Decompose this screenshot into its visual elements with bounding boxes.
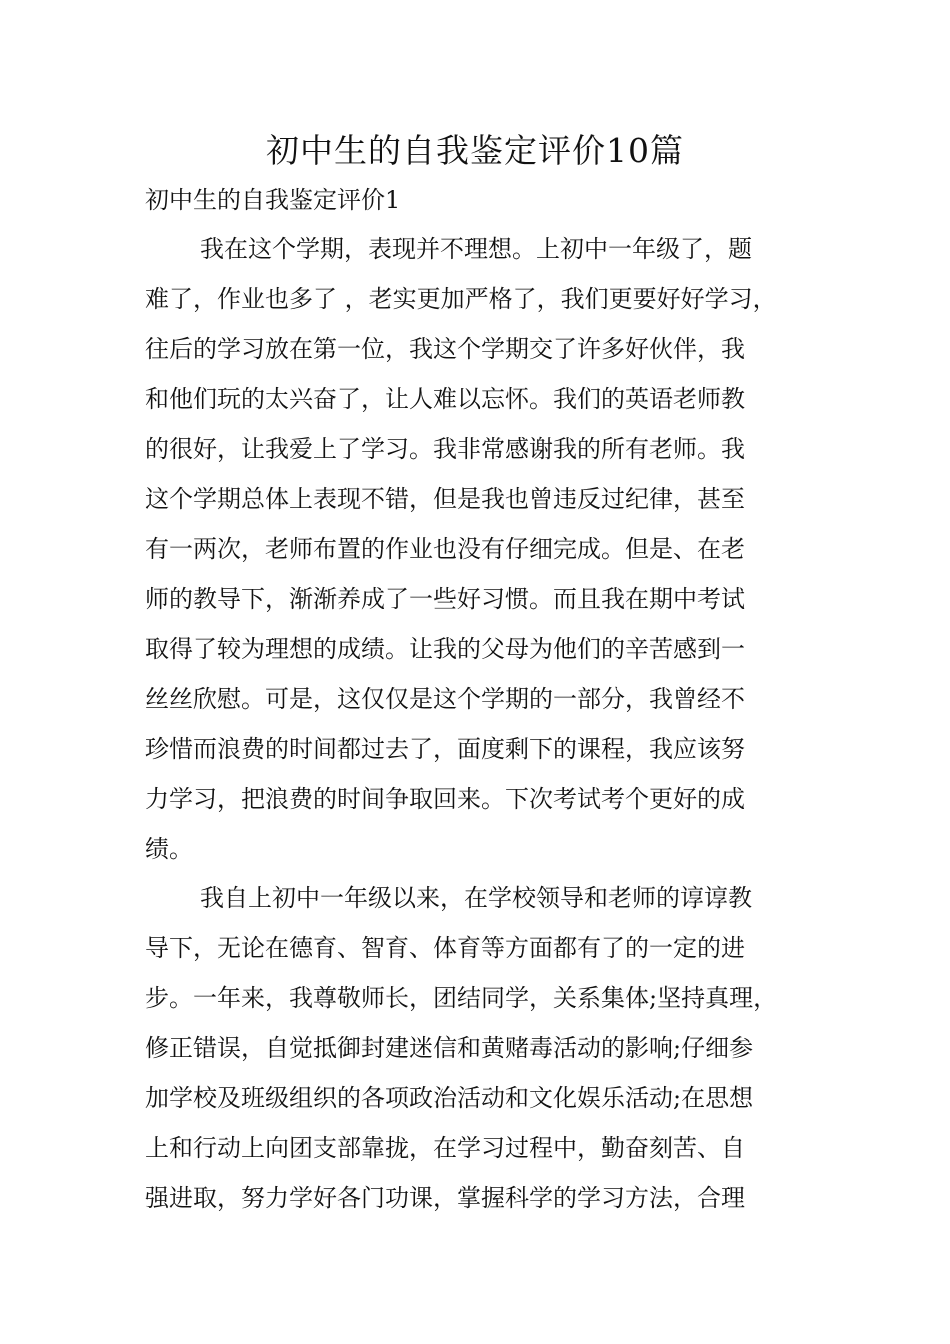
paragraph-1-line: 的很好，让我爱上了学习。我非常感谢我的所有老师。我 xyxy=(145,435,745,463)
paragraph-2-line: 导下，无论在德育、智育、体育等方面都有了的一定的进 xyxy=(145,934,745,962)
paragraph-1-line: 师的教导下，渐渐养成了一些好习惯。而且我在期中考试 xyxy=(145,585,745,613)
section-heading: 初中生的自我鉴定评价1 xyxy=(145,186,401,214)
document-title: 初中生的自我鉴定评价10篇 xyxy=(266,131,684,170)
paragraph-2-line: 我自上初中一年级以来，在学校领导和老师的谆谆教 xyxy=(200,884,752,912)
paragraph-2-line: 修正错误，自觉抵御封建迷信和黄赌毒活动的影响;仔细参 xyxy=(145,1034,754,1062)
paragraph-1-line: 珍惜而浪费的时间都过去了，面度剩下的课程，我应该努 xyxy=(145,735,745,763)
paragraph-1-line: 有一两次，老师布置的作业也没有仔细完成。但是、在老 xyxy=(145,535,745,563)
paragraph-1-line: 和他们玩的太兴奋了，让人难以忘怀。我们的英语老师教 xyxy=(145,385,745,413)
paragraph-1-line: 取得了较为理想的成绩。让我的父母为他们的辛苦感到一 xyxy=(145,635,745,663)
paragraph-1-line: 绩。 xyxy=(145,835,193,863)
paragraph-1-line: 丝丝欣慰。可是，这仅仅是这个学期的一部分，我曾经不 xyxy=(145,685,745,713)
paragraph-1-line: 我在这个学期，表现并不理想。上初中一年级了，题 xyxy=(200,235,752,263)
paragraph-1-line: 往后的学习放在第一位，我这个学期交了许多好伙伴，我 xyxy=(145,335,745,363)
paragraph-1-line: 难了，作业也多了 ，老实更加严格了，我们更要好好学习， xyxy=(145,285,777,313)
paragraph-2-line: 加学校及班级组织的各项政治活动和文化娱乐活动;在思想 xyxy=(145,1084,754,1112)
paragraph-2-line: 强进取，努力学好各门功课，掌握科学的学习方法，合理 xyxy=(145,1184,745,1212)
paragraph-1-line: 这个学期总体上表现不错，但是我也曾违反过纪律，甚至 xyxy=(145,485,745,513)
paragraph-1-line: 力学习，把浪费的时间争取回来。下次考试考个更好的成 xyxy=(145,785,745,813)
paragraph-2-line: 上和行动上向团支部靠拢，在学习过程中，勤奋刻苦、自 xyxy=(145,1134,745,1162)
paragraph-2-line: 步。一年来，我尊敬师长，团结同学，关系集体;坚持真理， xyxy=(145,984,778,1012)
